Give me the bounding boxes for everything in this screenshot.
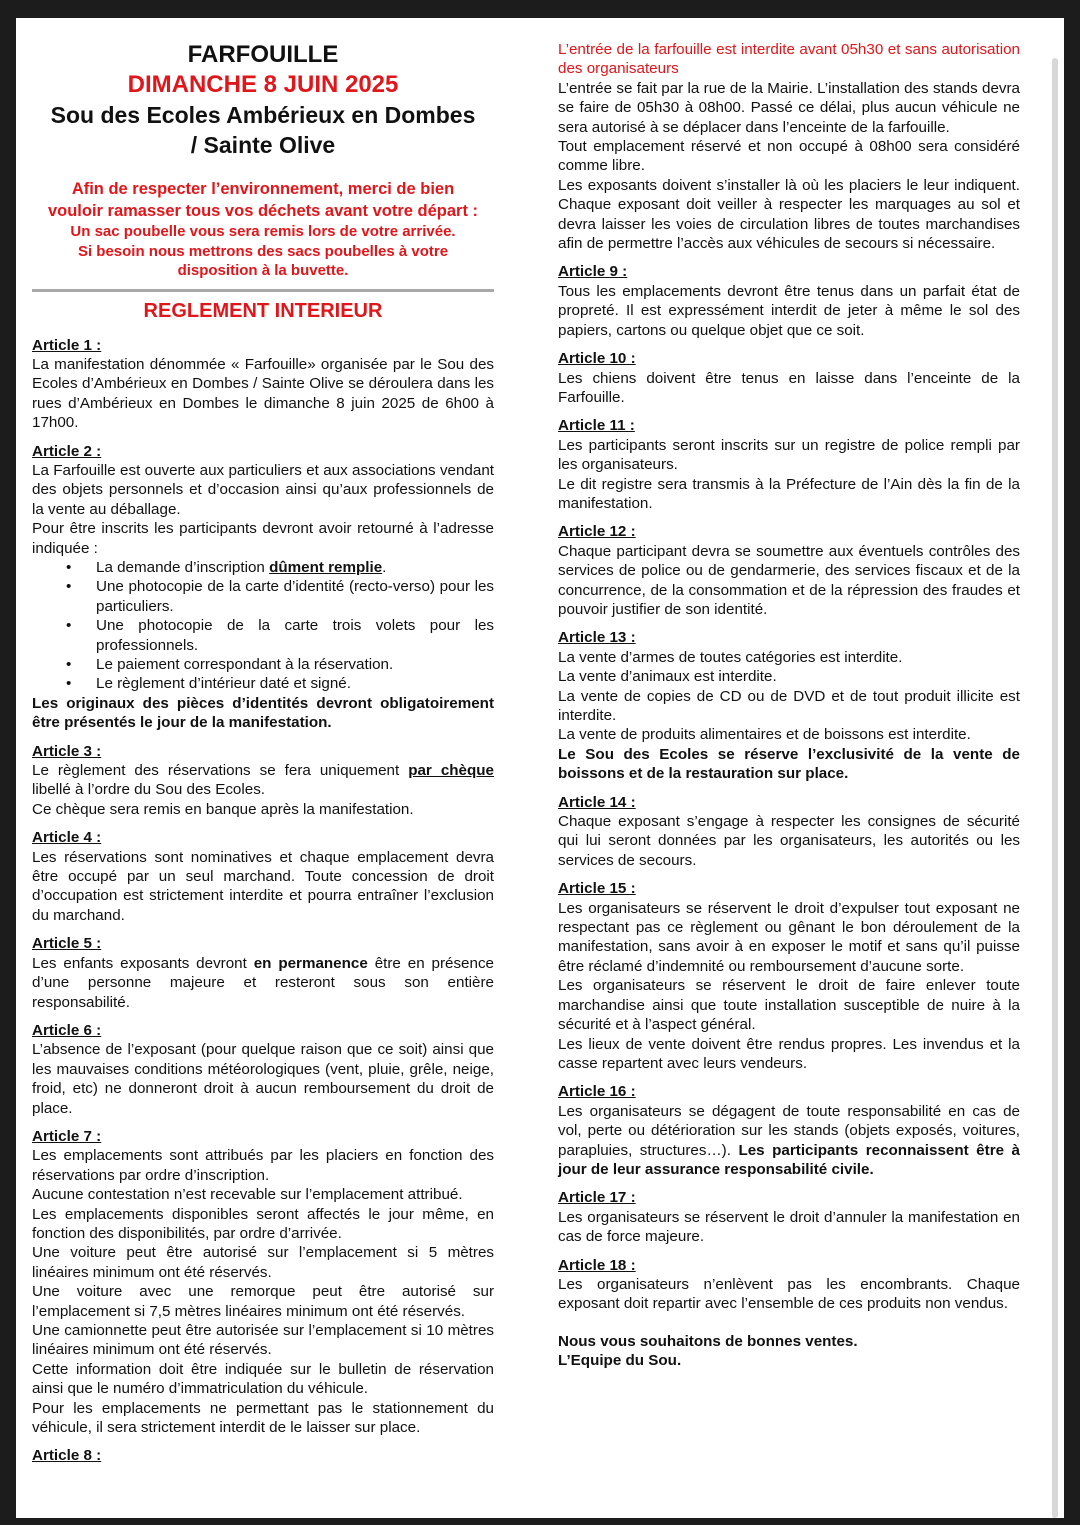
- organizer-line-2: / Sainte Olive: [190, 132, 336, 158]
- article-7-para-2: Aucune contestation n’est recevable sur l’emplacement attribué.: [32, 1186, 463, 1204]
- article-14-title: Article 14 :: [558, 793, 636, 811]
- article-13-para-4: La vente de produits alimentaires et de boissons est interdite.: [558, 726, 971, 744]
- article-7-para-5: Une voiture avec une remorque peut être autorisé sur l’emplacement si 7,5 mètres linéaires minimum ont été réservés.: [32, 1283, 494, 1320]
- list-item: • Une photocopie de la carte trois volets pour les professionnels.: [96, 616, 494, 655]
- document-page: [16, 18, 1064, 1518]
- article-13-para-1: La vente d’armes de toutes catégories est interdite.: [558, 648, 903, 666]
- article-8-para-2: Tout emplacement réservé et non occupé à 08h00 sera considéré comme libre.: [558, 138, 1020, 175]
- article-15-para-2: Les organisateurs se réservent le droit de faire enlever toute marchandise ainsi que toute installation susceptible de nuire à la sécurité et à l’aspect général.: [558, 977, 1020, 1034]
- article-5-title: Article 5 :: [32, 935, 102, 953]
- section-title: REGLEMENT INTERIEUR: [143, 299, 383, 322]
- scrollbar[interactable]: [1052, 58, 1058, 1518]
- divider: [32, 289, 494, 292]
- article-15-para-3: Les lieux de vente doivent être rendus propres. Les invendus et la casse repartent avec leurs vendeurs.: [558, 1035, 1020, 1072]
- list-item: • Le paiement correspondant à la réservation.: [96, 655, 494, 674]
- article-2-para-2: Pour être inscrits les participants devront avoir retourné à l’adresse indiquée :: [32, 520, 494, 557]
- article-12-text: Chaque participant devra se soumettre aux éventuels contrôles des services de police ou de gendarmerie, des services fiscaux et de la concurrence, de la consommation et de la répression des fraudes et pouvoir justifier de son identité.: [558, 542, 1020, 618]
- article-11-para-1: Les participants seront inscrits sur un registre de police rempli par les organisateurs.: [558, 436, 1020, 474]
- article-16-title: Article 16 :: [558, 1083, 636, 1101]
- article-4-title: Article 4 :: [32, 829, 102, 847]
- article-13-bold-notice: Le Sou des Ecoles se réserve l’exclusivité de la vente de boissons et de la restauration sur place.: [558, 745, 1020, 783]
- article-9-title: Article 9 :: [558, 263, 628, 281]
- bag-notice-line-1: Un sac poubelle vous sera remis lors de votre arrivée.: [70, 223, 456, 240]
- list-item: • Une photocopie de la carte d’identité (recto-verso) pour les particuliers.: [96, 577, 494, 616]
- article-18-text: Les organisateurs n’enlèvent pas les encombrants. Chaque exposant doit repartir avec l’ensemble de ces produits non vendus.: [558, 1275, 1020, 1313]
- article-8-para-1: L’entrée se fait par la rue de la Mairie. L’installation des stands devra se faire de 05h30 à 08h00. Passé ce délai, plus aucun véhicule ne sera autorisé à se déplacer dans l’enceinte de la farfouille.: [558, 79, 1020, 136]
- article-6-title: Article 6 :: [32, 1021, 102, 1039]
- article-6-text: L’absence de l’exposant (pour quelque raison que ce soit) ainsi que les mauvaises conditions météorologiques (vent, pluie, grêle, neige, froid, etc) ne donneront droit à aucun remboursement du droit de place.: [32, 1041, 494, 1117]
- list-item: • Le règlement d’intérieur daté et signé.: [96, 674, 494, 693]
- article-11-title: Article 11 :: [558, 417, 635, 435]
- article-12-title: Article 12 :: [558, 523, 636, 541]
- article-10-title: Article 10 :: [558, 350, 636, 368]
- article-7-para-4: Une voiture peut être autorisé sur l’emplacement si 5 mètres linéaires minimum ont été réservés.: [32, 1244, 494, 1281]
- article-7-para-1: Les emplacements sont attribués par les placiers en fonction des réservations par ordre d’inscription.: [32, 1147, 494, 1184]
- article-3-para-1: Le règlement des réservations se fera uniquement par chèque libellé à l’ordre du Sou des Ecoles.: [32, 762, 494, 799]
- article-9-text: Tous les emplacements devront être tenus dans un parfait état de propreté. Il est expressément interdit de jeter à même le sol des papiers, cartons ou quelque objet que ce soit.: [558, 282, 1020, 339]
- article-3-para-2: Ce chèque sera remis en banque après la manifestation.: [32, 800, 414, 818]
- article-16-text: Les organisateurs se dégagent de toute responsabilité en cas de vol, perte ou détérioration sur les stands (objets exposés, voitures, parapluies, structures…). Les participants reconnaissent être à jour de leur assurance responsabilité civile.: [558, 1102, 1020, 1178]
- environment-notice-line-2: vouloir ramasser tous vos déchets avant votre départ :: [47, 202, 479, 220]
- bag-notice-line-2: Si besoin nous mettrons des sacs poubelles à votre: [77, 242, 449, 260]
- article-8-title: Article 8 :: [32, 1447, 102, 1465]
- article-11-para-2: Le dit registre sera transmis à la Préfecture de l’Ain dès la fin de la manifestation.: [558, 475, 1020, 512]
- article-8-para-3: Les exposants doivent s’installer là où les placiers le leur indiquent. Chaque exposant doit veiller à respecter les marquages au sol et devra laisser les voies de circulation libres de toutes marchandises afin de permettre l’accès aux véhicules de secours si nécessaire.: [558, 176, 1020, 253]
- article-7-para-8: Pour les emplacements ne permettant pas le stationnement du véhicule, il sera strictement interdit de le laisser sur place.: [32, 1399, 494, 1437]
- article-17-text: Les organisateurs se réservent le droit d’annuler la manifestation en cas de force majeure.: [558, 1208, 1020, 1246]
- article-3-title: Article 3 :: [32, 742, 102, 760]
- article-13-para-2: La vente d’animaux est interdite.: [558, 668, 777, 686]
- article-7-para-3: Les emplacements disponibles seront affectés le jour même, en fonction des disponibilités, par ordre d’arrivée.: [32, 1205, 494, 1242]
- article-2-list: [32, 558, 494, 694]
- article-4-text: Les réservations sont nominatives et chaque emplacement devra être occupé par un seul marchand. Toute concession de droit d’occupation est strictement interdite et pourra entraîner l’exclusion du marchand.: [32, 848, 494, 924]
- article-7-title: Article 7 :: [32, 1127, 102, 1145]
- article-1-text: La manifestation dénommée « Farfouille» organisée par le Sou des Ecoles d’Ambérieux en Dombes / Sainte Olive se déroulera dans les rues d’Ambérieux en Dombes le dimanche 8 juin 2025 de 6h00 à 17h00.: [32, 355, 494, 432]
- article-5-text: Les enfants exposants devront en permanence être en présence d’une personne majeure et resteront sous son entière responsabilité.: [32, 954, 494, 1011]
- article-10-text: Les chiens doivent être tenus en laisse dans l’enceinte de la Farfouille.: [558, 369, 1020, 406]
- closing-signature: L’Equipe du Sou.: [558, 1352, 682, 1370]
- article-2-para-1: La Farfouille est ouverte aux particuliers et aux associations vendant des objets personnels et d’occasion ainsi qu’aux professionnels de la vente au déballage.: [32, 461, 494, 518]
- environment-notice-line-1: Afin de respecter l’environnement, merci de bien: [71, 180, 455, 198]
- bag-notice-line-3: disposition à la buvette.: [177, 262, 349, 279]
- article-15-title: Article 15 :: [558, 880, 636, 898]
- article-2-bold-notice: Les originaux des pièces d’identités devront obligatoirement être présentés le jour de la manifestation.: [32, 694, 494, 732]
- organizer-line-1: Sou des Ecoles Ambérieux en Dombes: [50, 102, 476, 128]
- article-18-title: Article 18 :: [558, 1256, 636, 1274]
- article-15-para-1: Les organisateurs se réservent le droit d’expulser tout exposant ne respectant pas ce règlement ou gênant le bon déroulement de la manifestation, sans avoir à en exposer le motif et sans qu’il puisse être réclamé d’indemnité ou remboursement d’aucune sorte.: [558, 899, 1020, 975]
- closing-wishes: Nous vous souhaitons de bonnes ventes.: [558, 1332, 858, 1350]
- article-14-text: Chaque exposant s’engage à respecter les consignes de sécurité qui lui seront données par les organisateurs, les autorités ou les services de secours.: [558, 813, 1020, 869]
- article-17-title: Article 17 :: [558, 1189, 636, 1207]
- list-item: • La demande d’inscription dûment remplie.: [96, 558, 494, 577]
- article-2-title: Article 2 :: [32, 442, 102, 460]
- article-13-title: Article 13 :: [558, 629, 636, 647]
- article-7-para-6: Une camionnette peut être autorisée sur l’emplacement si 10 mètres linéaires minimum ont été réservés.: [32, 1322, 494, 1359]
- left-column: [32, 40, 494, 1466]
- article-13-para-3: La vente de copies de CD ou de DVD et de tout produit illicite est interdite.: [558, 687, 1020, 724]
- right-column: [558, 40, 1020, 1371]
- article-7-para-7: Cette information doit être indiquée sur le bulletin de réservation ainsi que le numéro d’immatriculation du véhicule.: [32, 1360, 494, 1398]
- article-8-entry-warning: L’entrée de la farfouille est interdite avant 05h30 et sans autorisation des organisateurs: [558, 41, 1020, 78]
- event-date: DIMANCHE 8 JUIN 2025: [127, 71, 399, 98]
- article-1-title: Article 1 :: [32, 336, 102, 354]
- document-title: FARFOUILLE: [187, 41, 339, 68]
